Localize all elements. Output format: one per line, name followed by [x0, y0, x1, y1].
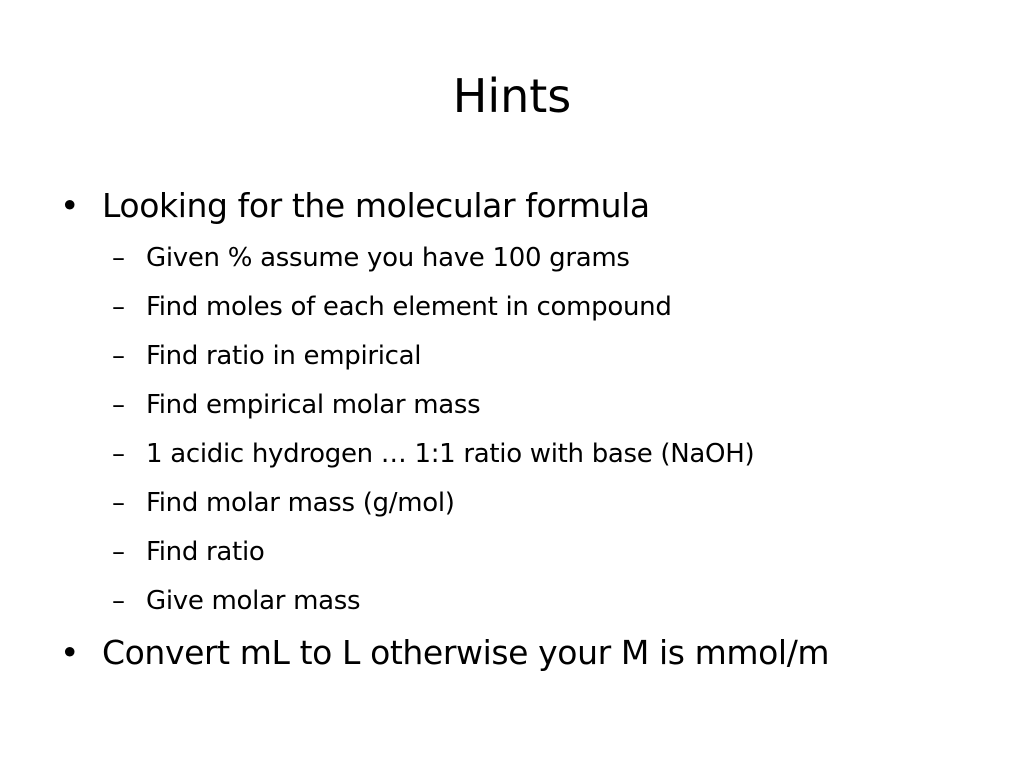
dash-icon: – [112, 341, 125, 371]
sub-bullet-text: Find empirical molar mass [146, 390, 481, 420]
sub-bullet-text: Find ratio [146, 537, 265, 567]
bullet-dot-icon: • [60, 186, 80, 225]
main-bullet-text: Looking for the molecular formula [102, 186, 650, 225]
dash-icon: – [112, 537, 125, 567]
dash-icon: – [112, 292, 125, 322]
slide-title: Hints [452, 69, 572, 123]
main-bullet-text: Convert mL to L otherwise your M is mmol/m [102, 633, 830, 672]
sub-bullet-text: Given % assume you have 100 grams [146, 243, 630, 273]
sub-bullet-text: Find ratio in empirical [146, 341, 422, 371]
sub-bullet-text: Find molar mass (g/mol) [146, 488, 455, 518]
sub-bullet-text: Give molar mass [146, 586, 361, 616]
dash-icon: – [112, 243, 125, 273]
dash-icon: – [112, 586, 125, 616]
dash-icon: – [112, 488, 125, 518]
dash-icon: – [112, 390, 125, 420]
sub-bullet-text: 1 acidic hydrogen … 1:1 ratio with base (NaOH) [146, 439, 755, 469]
dash-icon: – [112, 439, 125, 469]
bullet-dot-icon: • [60, 633, 80, 672]
sub-bullet-text: Find moles of each element in compound [146, 292, 672, 322]
